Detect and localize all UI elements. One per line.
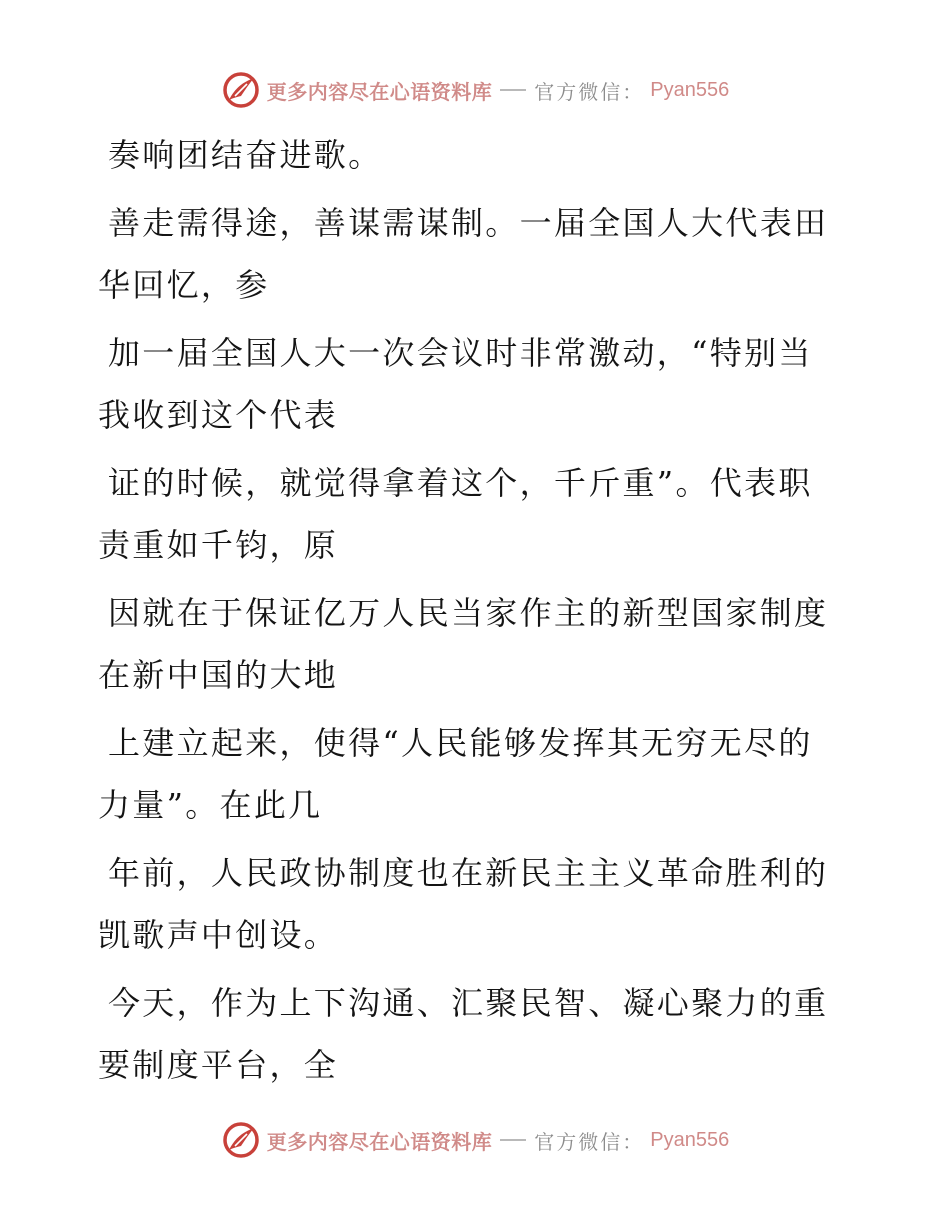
paragraph-line: 力量”。在此几 bbox=[98, 786, 323, 824]
paragraph-line: 在新中国的大地 bbox=[98, 656, 339, 694]
paragraph-line: 善走需得途，善谋需谋制。一届全国人大代表田 bbox=[108, 204, 829, 242]
paragraph-line: 上建立起来，使得“人民能够发挥其无穷无尽的 bbox=[108, 724, 813, 762]
paragraph bbox=[98, 124, 838, 186]
red-seal-logo-icon bbox=[221, 70, 261, 110]
paragraph-line: 责重如千钧，原 bbox=[98, 526, 339, 564]
header-banner bbox=[0, 68, 950, 112]
paragraph bbox=[98, 452, 838, 576]
document-body bbox=[98, 124, 838, 1096]
paragraph bbox=[98, 842, 838, 966]
paragraph bbox=[98, 322, 838, 446]
paragraph-line: 凯歌声中创设。 bbox=[98, 916, 339, 954]
paragraph bbox=[98, 972, 838, 1096]
paragraph-line: 今天，作为上下沟通、汇聚民智、凝心聚力的重 bbox=[108, 984, 829, 1022]
paragraph-line: 奏响团结奋进歌。 bbox=[108, 136, 383, 174]
paragraph-line: 我收到这个代表 bbox=[98, 396, 339, 434]
paragraph-line: 证的时候，就觉得拿着这个，千斤重”。代表职 bbox=[108, 464, 813, 502]
paragraph-line: 加一届全国人大一次会议时非常激动，“特别当 bbox=[108, 334, 813, 372]
paragraph bbox=[98, 192, 838, 316]
footer-brand-text: 更多内容尽在心语资料库 bbox=[266, 1129, 493, 1154]
header-dash bbox=[500, 89, 526, 91]
paragraph bbox=[98, 582, 838, 706]
paragraph bbox=[98, 712, 838, 836]
footer-wechat-id: Pyan556 bbox=[650, 1128, 730, 1151]
header-brand-text: 更多内容尽在心语资料库 bbox=[266, 79, 493, 104]
paragraph-line: 华回忆，参 bbox=[98, 266, 270, 304]
footer-dash bbox=[500, 1139, 526, 1141]
header-wechat-label: 官方微信： bbox=[534, 79, 645, 104]
red-seal-logo-icon bbox=[221, 1120, 261, 1160]
header-wechat-id: Pyan556 bbox=[650, 78, 730, 101]
paragraph-line: 要制度平台，全 bbox=[98, 1046, 339, 1084]
footer-banner bbox=[0, 1118, 950, 1162]
footer-wechat-label: 官方微信： bbox=[534, 1129, 645, 1154]
paragraph-line: 年前，人民政协制度也在新民主主义革命胜利的 bbox=[108, 854, 829, 892]
paragraph-line: 因就在于保证亿万人民当家作主的新型国家制度 bbox=[108, 594, 829, 632]
